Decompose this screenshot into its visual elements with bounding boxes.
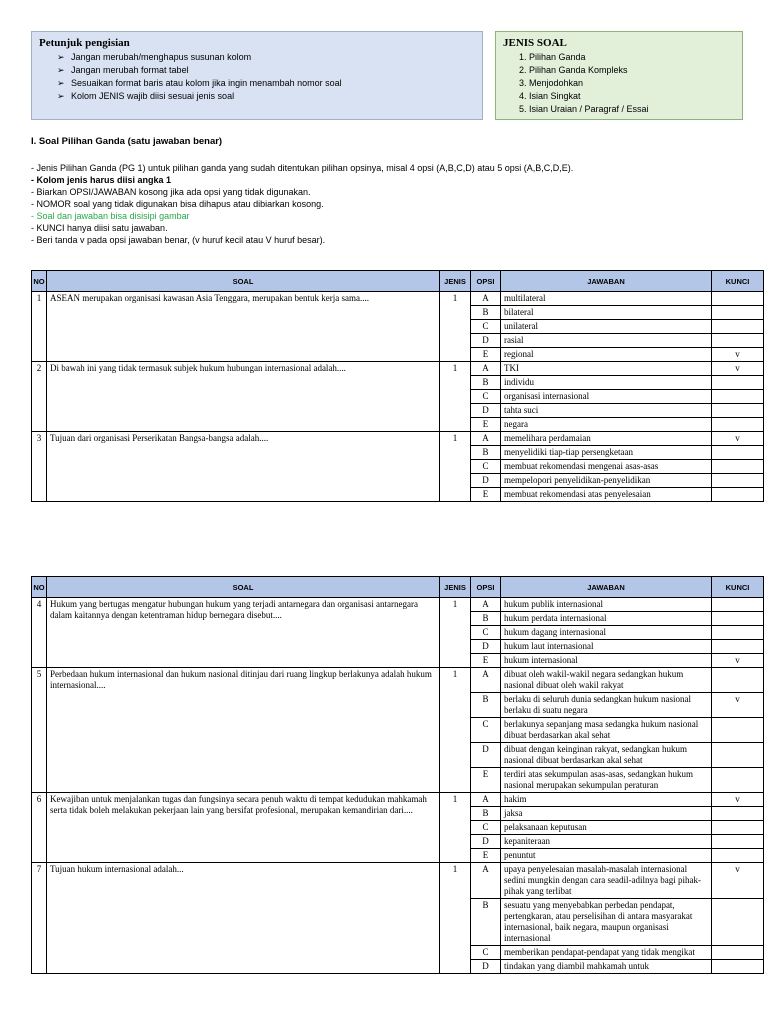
option-answer: pelaksanaan keputusan (501, 821, 712, 835)
question-number: 5 (32, 668, 47, 793)
option-letter: C (471, 390, 501, 404)
option-letter: D (471, 404, 501, 418)
option-letter: C (471, 821, 501, 835)
option-key (712, 849, 764, 863)
notes (31, 162, 741, 246)
option-key (712, 960, 764, 974)
option-answer: individu (501, 376, 712, 390)
option-answer: rasial (501, 334, 712, 348)
option-letter: E (471, 348, 501, 362)
option-answer: terdiri atas sekumpulan asas-asas, sedangkan hukum nasional merupakan sekumpulan peraturan (501, 768, 712, 793)
option-answer: organisasi internasional (501, 390, 712, 404)
option-key (712, 292, 764, 306)
option-answer: membuat rekomendasi mengenai asas-asas (501, 460, 712, 474)
questions-body (32, 292, 764, 502)
option-answer: hukum internasional (501, 654, 712, 668)
table-row (32, 793, 764, 807)
option-answer: memberikan pendapat-pendapat yang tidak mengikat (501, 946, 712, 960)
option-letter: B (471, 807, 501, 821)
option-answer: sesuatu yang menyebabkan perbedan pendapat, pertengkaran, atau perselisihan di antara masyarakat internasional, baik negara, maupun organisasi internasional (501, 899, 712, 946)
option-answer: mempelopori penyelidikan-penyelidikan (501, 474, 712, 488)
option-key: v (712, 654, 764, 668)
option-key (712, 946, 764, 960)
table-row (32, 432, 764, 446)
option-answer: multilateral (501, 292, 712, 306)
option-answer: unilateral (501, 320, 712, 334)
question-jenis: 1 (440, 292, 471, 362)
option-letter: B (471, 899, 501, 946)
option-key: v (712, 348, 764, 362)
option-letter: A (471, 668, 501, 693)
option-letter: A (471, 793, 501, 807)
option-letter: E (471, 488, 501, 502)
option-key (712, 718, 764, 743)
option-letter: D (471, 960, 501, 974)
instructions-title: Petunjuk pengisian (39, 37, 130, 49)
option-key (712, 320, 764, 334)
option-letter: B (471, 306, 501, 320)
note-line: - Beri tanda v pada opsi jawaban benar, (v huruf kecil atau V huruf besar). (31, 235, 326, 245)
option-key (712, 899, 764, 946)
option-key: v (712, 863, 764, 899)
option-key (712, 612, 764, 626)
option-key (712, 488, 764, 502)
jenis-soal-list (503, 51, 735, 116)
header-jenis: JENIS (440, 577, 471, 598)
option-answer: tahta suci (501, 404, 712, 418)
header-no: NO (32, 271, 47, 292)
jenis-soal-title: JENIS SOAL (503, 37, 567, 49)
jenis-soal-box (495, 31, 743, 120)
option-letter: A (471, 432, 501, 446)
instructions-box (31, 31, 483, 120)
table-row (32, 863, 764, 899)
option-key (712, 446, 764, 460)
option-letter: B (471, 446, 501, 460)
question-jenis: 1 (440, 598, 471, 668)
question-jenis: 1 (440, 863, 471, 974)
header-kunci: KUNCI (712, 271, 764, 292)
questions-table-1 (31, 270, 764, 502)
option-key: v (712, 693, 764, 718)
option-key: v (712, 793, 764, 807)
option-answer: TKI (501, 362, 712, 376)
header-opsi: OPSI (471, 271, 501, 292)
option-key (712, 626, 764, 640)
question-jenis: 1 (440, 793, 471, 863)
option-answer: memelihara perdamaian (501, 432, 712, 446)
question-number: 1 (32, 292, 47, 362)
option-letter: A (471, 292, 501, 306)
question-text: Di bawah ini yang tidak termasuk subjek hukum hubungan internasional adalah.... (47, 362, 440, 432)
note-line: - KUNCI hanya diisi satu jawaban. (31, 223, 168, 233)
option-letter: E (471, 768, 501, 793)
option-key (712, 768, 764, 793)
table-header-row (32, 577, 764, 598)
option-key (712, 598, 764, 612)
option-letter: A (471, 362, 501, 376)
option-key (712, 306, 764, 320)
option-letter: E (471, 849, 501, 863)
option-letter: C (471, 946, 501, 960)
header-jawaban: JAWABAN (501, 271, 712, 292)
option-answer: berlaku di seluruh dunia sedangkan hukum nasional berlaku di suatu negara (501, 693, 712, 718)
jenis-item: 2. Pilihan Ganda Kompleks (529, 64, 735, 77)
option-letter: D (471, 743, 501, 768)
option-key (712, 418, 764, 432)
header-opsi: OPSI (471, 577, 501, 598)
option-letter: C (471, 320, 501, 334)
option-key (712, 334, 764, 348)
question-text: Tujuan hukum internasional adalah... (47, 863, 440, 974)
option-letter: C (471, 718, 501, 743)
question-number: 2 (32, 362, 47, 432)
jenis-item: 3. Menjodohkan (529, 77, 735, 90)
option-answer: hukum dagang internasional (501, 626, 712, 640)
jenis-item: 1. Pilihan Ganda (529, 51, 735, 64)
option-letter: D (471, 835, 501, 849)
option-answer: dibuat dengan keinginan rakyat, sedangkan hukum nasional dibuat berdasarkan akal sehat (501, 743, 712, 768)
option-answer: jaksa (501, 807, 712, 821)
question-text: Kewajiban untuk menjalankan tugas dan fungsinya secara penuh waktu di tempat kedudukan mahkamah serta tidak boleh melakukan pekerjaan lain yang bersifat profesional, merupakan kemandirian dari.... (47, 793, 440, 863)
instruction-item: ➢ Jangan merubah format tabel (57, 64, 475, 77)
option-letter: B (471, 376, 501, 390)
option-answer: membuat rekomendasi atas penyelesaian (501, 488, 712, 502)
note-line: - Jenis Pilihan Ganda (PG 1) untuk pilihan ganda yang sudah ditentukan pilihan opsinya, misal 4 opsi (A,B,C,D) atau 5 opsi (A,B,C,D,E). (31, 163, 574, 173)
jenis-item: 5. Isian Uraian / Paragraf / Essai (529, 103, 735, 116)
option-key (712, 668, 764, 693)
table-row (32, 598, 764, 612)
note-line: - Biarkan OPSI/JAWABAN kosong jika ada opsi yang tidak digunakan. (31, 187, 311, 197)
header-soal: SOAL (47, 271, 440, 292)
table-header-row (32, 271, 764, 292)
option-answer: negara (501, 418, 712, 432)
option-key (712, 460, 764, 474)
option-letter: D (471, 474, 501, 488)
questions-body (32, 598, 764, 974)
note-line: - NOMOR soal yang tidak digunakan bisa dihapus atau dibiarkan kosong. (31, 199, 324, 209)
instruction-item: ➢ Kolom JENIS wajib diisi sesuai jenis soal (57, 90, 475, 103)
question-text: Tujuan dari organisasi Perserikatan Bangsa-bangsa adalah.... (47, 432, 440, 502)
option-letter: A (471, 598, 501, 612)
question-number: 4 (32, 598, 47, 668)
option-answer: berlakunya sepanjang masa sedangka hukum nasional dibuat berdasarkan akal sehat (501, 718, 712, 743)
question-text: ASEAN merupakan organisasi kawasan Asia Tenggara, merupakan bentuk kerja sama.... (47, 292, 440, 362)
instruction-item: ➢ Jangan merubah/menghapus susunan kolom (57, 51, 475, 64)
option-letter: D (471, 640, 501, 654)
option-answer: bilateral (501, 306, 712, 320)
note-line: - Kolom jenis harus diisi angka 1 (31, 175, 172, 185)
option-key (712, 404, 764, 418)
question-jenis: 1 (440, 432, 471, 502)
option-letter: C (471, 626, 501, 640)
table-row (32, 362, 764, 376)
question-text: Perbedaan hukum internasional dan hukum nasional ditinjau dari ruang lingkup berlakunya adalah hukum internasional.... (47, 668, 440, 793)
option-key (712, 743, 764, 768)
option-key (712, 835, 764, 849)
option-answer: regional (501, 348, 712, 362)
header-jenis: JENIS (440, 271, 471, 292)
header-no: NO (32, 577, 47, 598)
jenis-item: 4. Isian Singkat (529, 90, 735, 103)
option-answer: kepaniteraan (501, 835, 712, 849)
option-answer: hukum perdata internasional (501, 612, 712, 626)
option-letter: E (471, 418, 501, 432)
option-answer: penuntut (501, 849, 712, 863)
question-number: 7 (32, 863, 47, 974)
instructions-list (39, 51, 475, 103)
header-soal: SOAL (47, 577, 440, 598)
option-key (712, 640, 764, 654)
question-jenis: 1 (440, 362, 471, 432)
option-answer: hukum publik internasional (501, 598, 712, 612)
option-key: v (712, 432, 764, 446)
option-answer: menyelidiki tiap-tiap persengketaan (501, 446, 712, 460)
option-answer: dibuat oleh wakil-wakil negara sedangkan hukum nasional dibuat oleh wakil rakyat (501, 668, 712, 693)
questions-table-2 (31, 576, 764, 974)
option-letter: B (471, 612, 501, 626)
note-line: - Soal dan jawaban bisa disisipi gambar (31, 211, 190, 221)
option-key (712, 474, 764, 488)
header-jawaban: JAWABAN (501, 577, 712, 598)
option-answer: hakim (501, 793, 712, 807)
section-title: I. Soal Pilihan Ganda (satu jawaban benar) (31, 136, 223, 147)
option-key (712, 821, 764, 835)
table-row (32, 292, 764, 306)
question-number: 3 (32, 432, 47, 502)
option-key (712, 376, 764, 390)
option-key (712, 390, 764, 404)
option-answer: tindakan yang diambil mahkamah untuk (501, 960, 712, 974)
question-text: Hukum yang bertugas mengatur hubungan hukum yang terjadi antarnegara dan organisasi antarnegara dalam kaitannya dengan ketentraman hidup bernegara disebut.... (47, 598, 440, 668)
option-letter: B (471, 693, 501, 718)
question-number: 6 (32, 793, 47, 863)
option-letter: E (471, 654, 501, 668)
option-letter: A (471, 863, 501, 899)
option-key (712, 807, 764, 821)
option-answer: upaya penyelesaian masalah-masalah internasional sedini mungkin dengan cara seadil-adilnya bagi pihak-pihak yang terlibat (501, 863, 712, 899)
option-answer: hukum laut internasional (501, 640, 712, 654)
option-letter: D (471, 334, 501, 348)
header-kunci: KUNCI (712, 577, 764, 598)
option-letter: C (471, 460, 501, 474)
option-key: v (712, 362, 764, 376)
question-jenis: 1 (440, 668, 471, 793)
table-row (32, 668, 764, 693)
instruction-item: ➢ Sesuaikan format baris atau kolom jika ingin menambah nomor soal (57, 77, 475, 90)
